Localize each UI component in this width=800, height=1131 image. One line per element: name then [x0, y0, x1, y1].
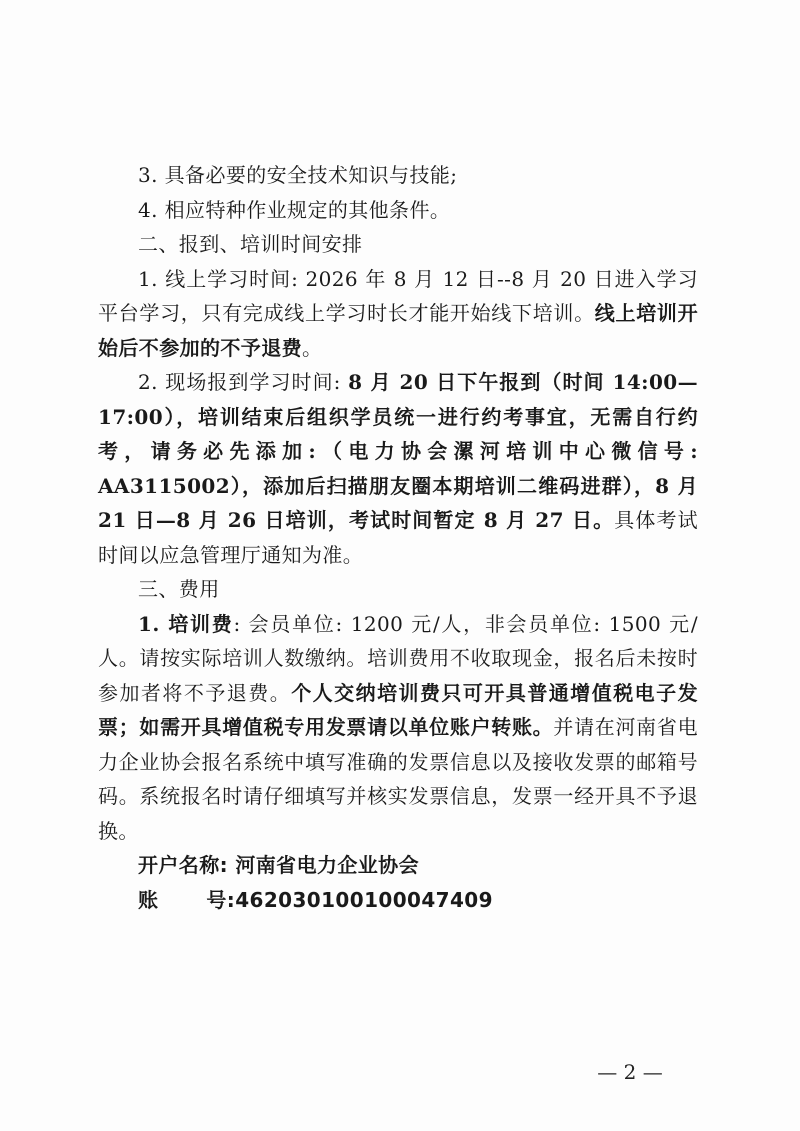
- onsite-study-rest: 具体考试时间以应急管理厅通知为准。: [98, 508, 698, 567]
- online-study-bold-note: 线上培训开始后不参加的不予退费: [98, 301, 698, 360]
- account-name-label: 开户名称:: [138, 853, 228, 877]
- page-number: — 2 —: [597, 1060, 663, 1084]
- account-name-line: [98, 848, 698, 883]
- account-number-label-second: 号:: [206, 887, 236, 912]
- section-heading-fees: 三、费用: [138, 577, 220, 601]
- document-body: [98, 158, 698, 917]
- section-heading-schedule: 二、报到、培训时间安排: [138, 232, 363, 256]
- account-name-value: 河南省电力企业协会: [235, 853, 419, 877]
- online-study-paragraph: [98, 262, 698, 366]
- onsite-study-lead: 2. 现场报到学习时间:: [138, 370, 349, 394]
- onsite-study-paragraph: [98, 365, 698, 572]
- account-number-label-first: 账: [138, 887, 159, 912]
- training-fee-label: 1. 培训费: [138, 611, 234, 636]
- onsite-study-bold-details: 8 月 20 日下午报到（时间 14:00—17:00），培训结束后组织学员统一进行约考事宜，无需自行约考，请务必先添加:（电力协会漯河培训中心微信号: AA3115002），添加后扫描朋友圈本期培训二维码进群），8 月 21 日—8 月 26 日培训，考试时间暂定 8 月 27 日。: [98, 370, 698, 532]
- training-fee-text: : 会员单位: 1200 元/人，非会员单位: 1500 元/人。请按实际培训人数缴纳。培训费用不收取现金，报名后未按时参加者将不予退费。: [98, 611, 698, 705]
- account-number-value: 462030100100047409: [235, 887, 493, 912]
- account-number-line: [98, 883, 698, 918]
- requirement-item-4: 4. 相应特种作业规定的其他条件。: [138, 197, 451, 222]
- training-fee-paragraph: [98, 607, 698, 849]
- online-study-text: 1. 线上学习时间: 2026 年 8 月 12 日--8 月 20 日进入学习平台学习，只有完成线上学习时长才能开始线下培训。: [98, 266, 698, 325]
- training-fee-invoice-note: 个人交纳培训费只可开具普通增值税电子发票；如需开具增值税专用发票请以单位账户转账。: [98, 680, 698, 739]
- online-study-end: 。: [302, 335, 323, 360]
- requirement-item-3: 3. 具备必要的安全技术知识与技能;: [138, 163, 458, 187]
- training-fee-invoice-info: 并请在河南省电力企业协会报名系统中填写准确的发票信息以及接收发票的邮箱号码。系统报名时请仔细填写并核实发票信息，发票一经开具不予退换。: [98, 715, 698, 843]
